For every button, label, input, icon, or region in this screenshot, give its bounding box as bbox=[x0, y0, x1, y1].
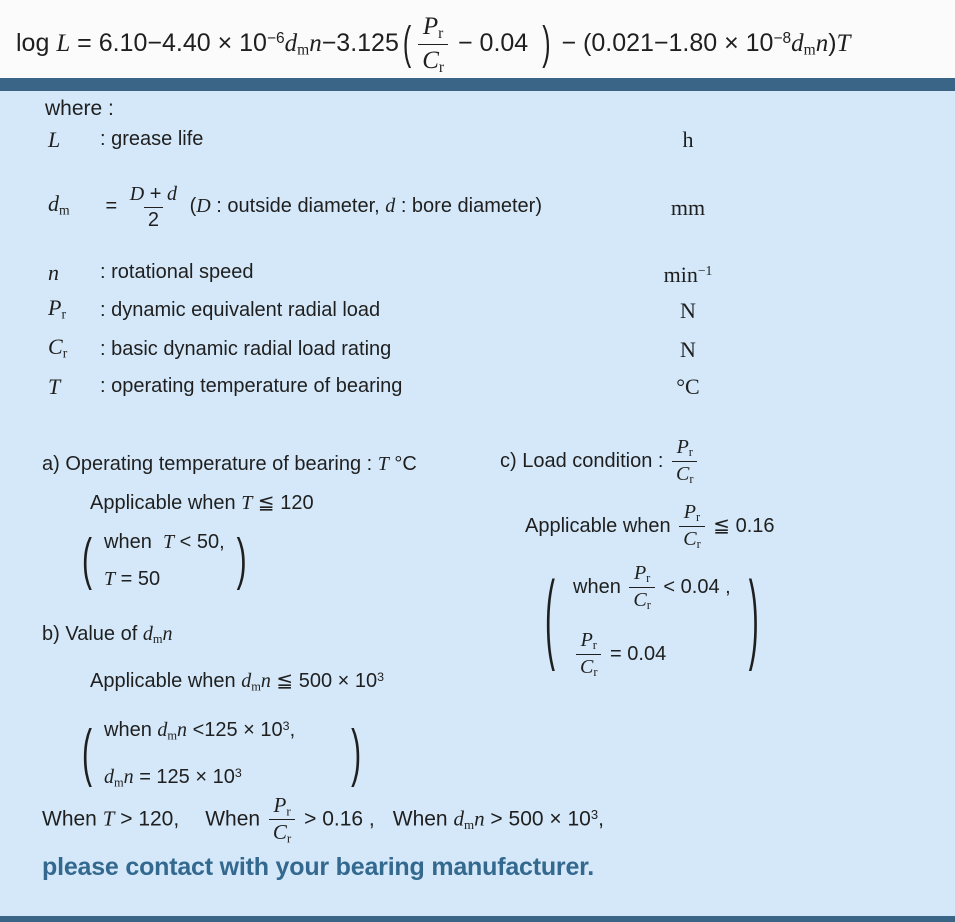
section-a-bracket bbox=[82, 527, 247, 595]
variable-symbol: L bbox=[48, 127, 61, 152]
grease-life-formula: $\log L = 6.10-4.40 \times 10^{-6}dmn-3.125$ ( $\frac{Pr}{Cr}$ − 0.04 ) − $(0.021-1.80 \times 10^{-8}dmn)T$ bbox=[0, 0, 955, 78]
fraction-denominator: Cr bbox=[269, 819, 295, 846]
variable-description: = $\frac{D + d}{2}$ (D : outside diameter, d : bore diameter) bbox=[100, 183, 542, 231]
fraction-numerator: Pr bbox=[273, 792, 291, 818]
fraction bbox=[126, 183, 181, 231]
bracket-line: when $\frac{Pr}{Cr}$ < 0.04 , bbox=[573, 561, 731, 613]
section-c-applicable: Applicable when $\frac{Pr}{Cr}$ ≦ 0.16 bbox=[525, 500, 775, 552]
section-a-heading: a) Operating temperature of bearing : T °C bbox=[42, 453, 417, 475]
fraction-numerator: D + d bbox=[129, 183, 178, 206]
where-row bbox=[48, 370, 748, 403]
bracket-line: when T < 50, bbox=[104, 531, 225, 553]
variable-unit: $\min^{-1}$ bbox=[663, 261, 713, 287]
bracket-close-paren: ) bbox=[351, 718, 362, 789]
section-a-applicable: Applicable when T ≦ 120 bbox=[90, 492, 314, 514]
variable-unit: mm bbox=[670, 194, 706, 220]
variable-unit: h bbox=[682, 127, 694, 152]
fraction-numerator: Pr bbox=[633, 561, 651, 586]
variable-description: : basic dynamic radial load rating bbox=[100, 338, 392, 361]
where-row bbox=[48, 123, 748, 156]
condition-section-a bbox=[42, 449, 417, 595]
fraction-denominator: Cr bbox=[576, 654, 601, 680]
where-label: where : bbox=[45, 97, 114, 120]
variable-symbol: Pr bbox=[48, 294, 66, 322]
where-row bbox=[48, 176, 748, 238]
variable-description: : operating temperature of bearing bbox=[100, 374, 403, 397]
bracket-open-paren: ( bbox=[82, 528, 92, 592]
section-c-bracket bbox=[545, 562, 759, 680]
bracket-body bbox=[573, 562, 731, 680]
variable-description: : rotational speed bbox=[100, 260, 254, 283]
section-b-applicable: Applicable when dmn ≦ $500 \times 10^3$ bbox=[90, 670, 385, 694]
condition-section-b bbox=[42, 619, 384, 798]
variable-symbol: dm bbox=[48, 191, 70, 218]
bracket-open-paren: ( bbox=[82, 718, 92, 789]
condition-section-c bbox=[500, 436, 775, 680]
fraction bbox=[672, 436, 697, 487]
where-row bbox=[48, 291, 748, 330]
variable-symbol: n bbox=[48, 259, 59, 285]
variable-unit: N bbox=[680, 298, 696, 324]
variable-symbol: Cr bbox=[48, 334, 68, 361]
fraction-numerator: Pr bbox=[676, 436, 693, 460]
fraction-denominator: Cr bbox=[629, 587, 654, 613]
variable-description: : grease life bbox=[100, 128, 204, 150]
fraction-denominator: Cr bbox=[418, 44, 448, 76]
variable-unit: °C bbox=[676, 373, 700, 399]
big-paren: ) bbox=[542, 17, 551, 70]
bottom-bar bbox=[0, 916, 955, 922]
variable-unit: N bbox=[680, 337, 696, 363]
fraction-denominator: 2 bbox=[144, 207, 163, 231]
definitions-panel bbox=[0, 91, 955, 922]
fraction bbox=[576, 629, 601, 680]
bracket-line: when dmn $<125 \times 10^3$, bbox=[104, 719, 296, 743]
divider-bar bbox=[0, 78, 955, 91]
fraction bbox=[418, 12, 448, 75]
fraction-denominator: Cr bbox=[679, 526, 704, 552]
fraction-numerator: Pr bbox=[580, 628, 597, 652]
big-paren: ( bbox=[402, 17, 412, 70]
variable-definitions-list bbox=[48, 123, 748, 403]
where-row bbox=[48, 254, 748, 291]
fraction-denominator: Cr bbox=[672, 461, 697, 487]
section-c-heading: c) Load condition : $\frac{Pr}{Cr}$ bbox=[500, 436, 775, 487]
bracket-close-paren: ) bbox=[748, 564, 759, 674]
bracket-line: T = 50 bbox=[104, 568, 161, 590]
fraction-numerator: Pr bbox=[683, 500, 701, 525]
exceeded-conditions-line: When T > 120, When $\frac{Pr}{Cr}$ > 0.16 , When dmn > $500 \times 10^3$, bbox=[42, 792, 604, 846]
fraction-numerator: Pr bbox=[422, 13, 444, 43]
variable-description: : dynamic equivalent radial load bbox=[100, 299, 381, 322]
fraction bbox=[629, 562, 654, 613]
bracket-open-paren: ( bbox=[545, 564, 555, 674]
fraction bbox=[269, 794, 295, 847]
fraction bbox=[679, 501, 704, 552]
bracket-body bbox=[104, 527, 225, 595]
variable-symbol: T bbox=[48, 373, 61, 399]
bracket-close-paren: ) bbox=[236, 528, 247, 592]
contact-manufacturer-note: please contact with your bearing manufacturer. bbox=[42, 853, 595, 881]
bracket-line: dmn = $125 \times 10^3$ bbox=[104, 765, 242, 789]
where-row bbox=[48, 330, 748, 369]
section-b-heading: b) Value of dmn bbox=[42, 623, 173, 647]
bracket-line: $\frac{Pr}{Cr}$ = 0.04 bbox=[573, 629, 731, 680]
